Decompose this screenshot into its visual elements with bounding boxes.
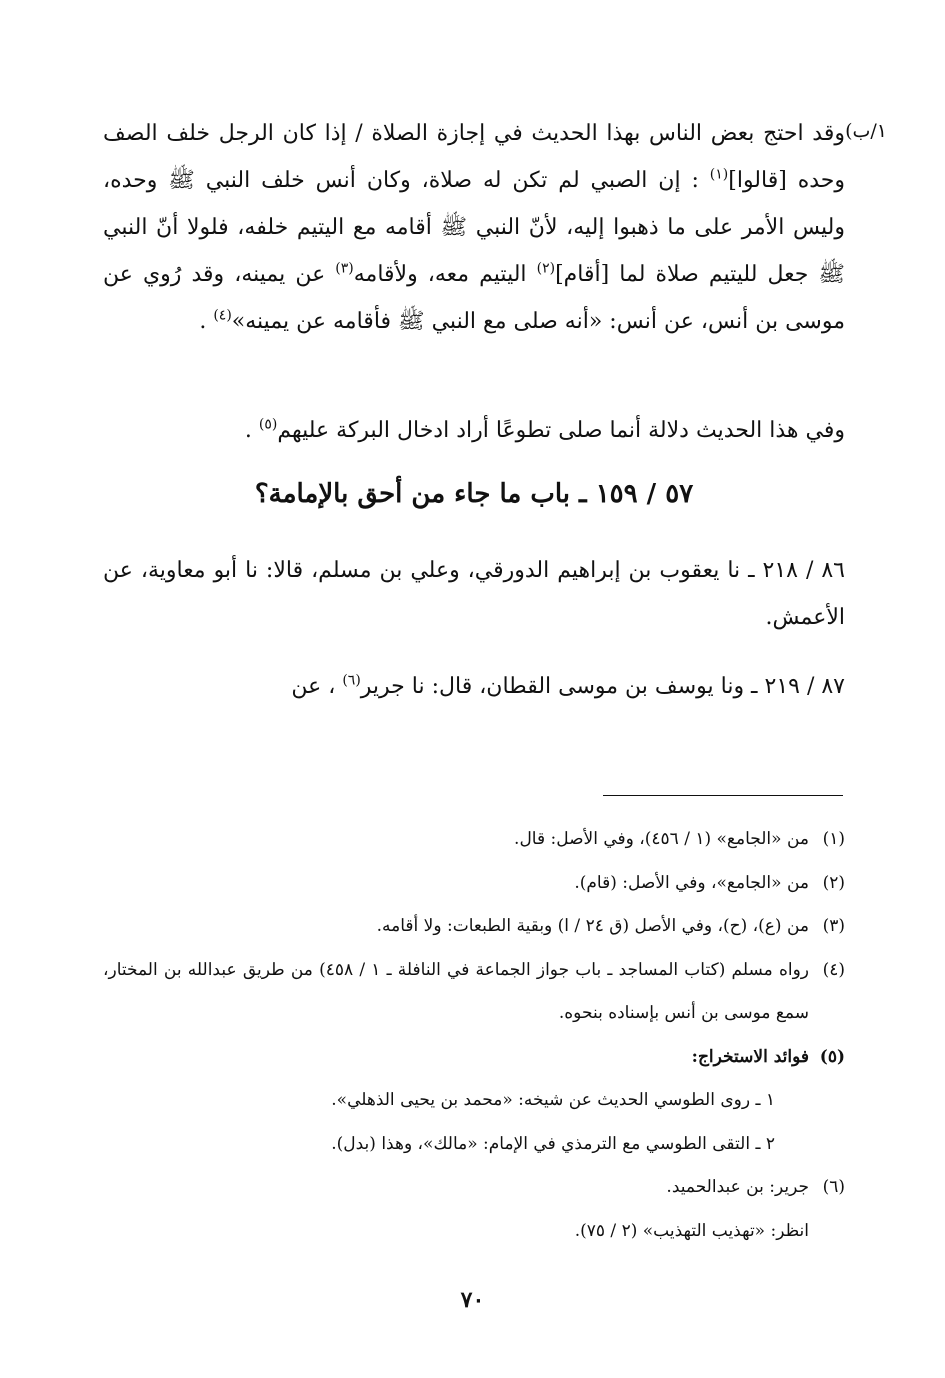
footnote-5-item-1: ١ ـ روى الطوسي الحديث عن شيخه: «محمد بن يحيى الذهلي». xyxy=(331,1090,775,1110)
text-run: وفي هذا الحديث دلالة أنما صلى تطوعًا أراد ادخال البركة عليهم xyxy=(277,418,845,443)
hadith-paragraph-87 xyxy=(103,663,845,710)
footnote-3 xyxy=(103,905,845,949)
footnote-text: رواه مسلم (كتاب المساجد ـ باب جواز الجماعة في النافلة ـ ١ / ٤٥٨) من طريق عبدالله بن المختار، سمع موسى بن أنس بإسناده بنحوه. xyxy=(103,959,809,1023)
footnote-number: (٦) xyxy=(822,1177,845,1197)
footnote-number: (٥) xyxy=(819,1046,845,1067)
main-paragraph-2 xyxy=(103,407,845,454)
main-paragraph-1 xyxy=(103,110,845,345)
paragraph-text: ٨٦ / ٢١٨ ـ نا يعقوب بن إبراهيم الدورقي، وعلي بن مسلم، قالا: نا أبو معاوية، عن الأعمش. xyxy=(103,558,845,630)
footnote-text: من «الجامع»، وفي الأصل: (قام). xyxy=(574,872,809,893)
footnote-text: من «الجامع» (١ / ٤٥٦)، وفي الأصل: قال. xyxy=(514,829,809,849)
hadith-paragraph-86 xyxy=(103,547,845,641)
footnote-separator xyxy=(603,795,843,796)
footnote-ref-2: (٢) xyxy=(536,260,556,277)
footnote-ref-6: (٦) xyxy=(342,672,361,689)
footnote-6-continuation: انظر: «تهذيب التهذيب» (٢ / ٧٥). xyxy=(574,1220,809,1241)
paragraph-text xyxy=(103,110,845,345)
margin-folio-note: ١/ب) xyxy=(845,120,887,142)
footnote-text: من (ع)، (ح)، وفي الأصل (ق ٢٤ / ا) وبقية الطبعات: ولا أقامه. xyxy=(376,916,809,936)
footnote-number: (٢) xyxy=(822,872,845,893)
footnote-number: (٤) xyxy=(822,959,845,980)
footnote-number: (١) xyxy=(822,829,845,849)
text-run: ٨٧ / ٢١٩ ـ ونا يوسف بن موسى القطان، قال: نا جرير xyxy=(360,674,845,699)
text-run: عن يمينه، وقد رُوي عن موسى بن أنس، عن أنس: «أنه صلى مع النبي ﷺ فأقامه عن يمينه» xyxy=(103,262,845,334)
footnote-2 xyxy=(103,862,845,906)
text-run: ، عن xyxy=(291,674,343,699)
footnote-5 xyxy=(103,1036,845,1080)
text-run: اليتيم معه، ولأقامه xyxy=(353,262,537,287)
text-run: وقد احتج بعض الناس بهذا الحديث في إجازة الصلاة / إذا كان الرجل خلف الصف وحده [قالوا] xyxy=(103,121,846,193)
footnote-5-item-2: ٢ ـ التقى الطوسي مع الترمذي في الإمام: «مالك»، وهذا (بدل). xyxy=(331,1133,775,1154)
text-run: . xyxy=(199,309,214,334)
page-number: ٧٠ xyxy=(460,1287,485,1313)
text-run: . xyxy=(244,418,259,443)
footnote-ref-3: (٣) xyxy=(335,260,354,277)
footnote-number: (٣) xyxy=(822,916,845,936)
footnote-4 xyxy=(103,949,845,1036)
footnote-ref-4: (٤) xyxy=(213,307,232,324)
paragraph-text xyxy=(103,407,845,454)
footnote-ref-5: (٥) xyxy=(258,416,278,433)
footnote-heading: فوائد الاستخراج: xyxy=(691,1046,809,1067)
footnote-ref-1: (١) xyxy=(709,166,729,183)
footnotes-section xyxy=(103,818,845,1253)
chapter-heading: ٥٧ / ١٥٩ ـ باب ما جاء من أحق بالإمامة؟ xyxy=(254,479,694,509)
paragraph-text xyxy=(103,663,845,710)
footnote-6 xyxy=(103,1166,845,1210)
footnote-text: جرير: بن عبدالحميد. xyxy=(666,1177,809,1197)
footnote-1 xyxy=(103,818,845,862)
text-run: : إن الصبي لم تكن له صلاة، وكان أنس خلف النبي ﷺ وحده، وليس الأمر على ما ذهبوا إليه، لأنّ النبي ﷺ أقامه مع اليتيم خلفه، فلولا أنّ النبي ﷺ جعل لليتيم صلاة لما [أقام] xyxy=(103,168,846,287)
